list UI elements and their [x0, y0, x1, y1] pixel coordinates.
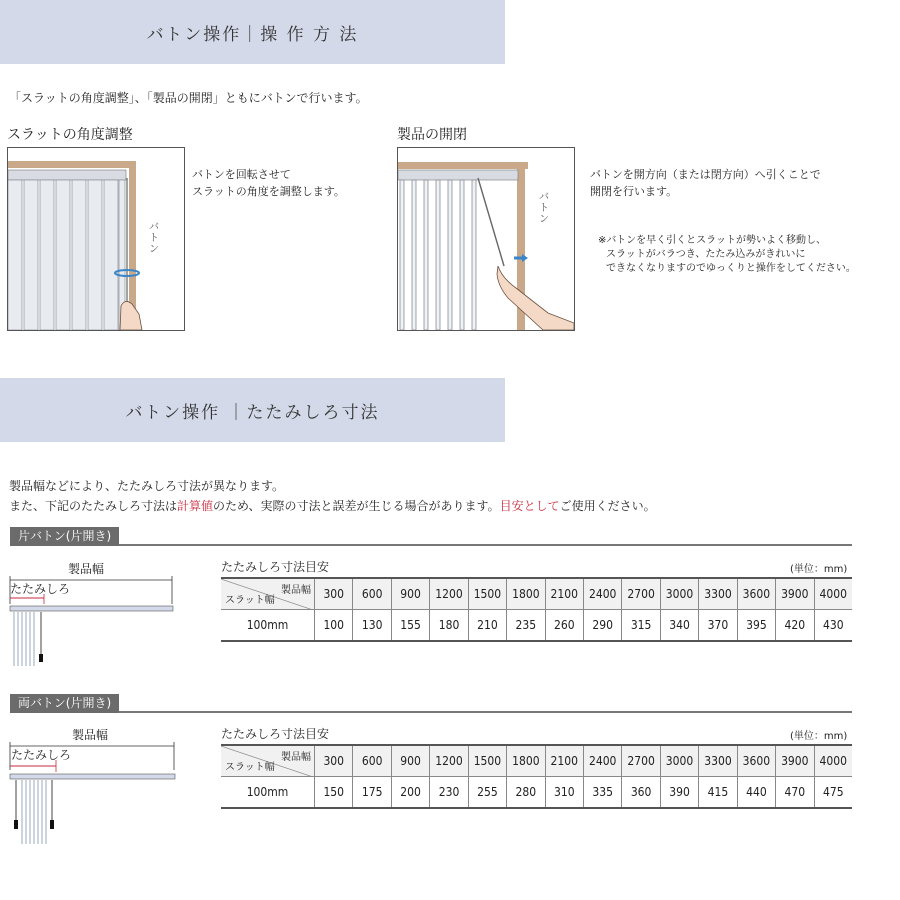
angle-desc-1: バトンを回転させて [192, 168, 291, 181]
col-header: 1800 [507, 578, 545, 610]
single-caption: たたみしろ寸法目安 [221, 560, 330, 574]
col-header: 2100 [545, 745, 583, 777]
col-header: 3600 [737, 578, 775, 610]
open-title: 製品の開閉 [397, 127, 467, 143]
table-cell: 310 [545, 777, 583, 809]
double-unit: (単位：mm) [790, 731, 848, 742]
table-cell: 440 [737, 777, 775, 809]
stack-note-1: 製品幅などにより、たたみしろ寸法が異なります。 [9, 479, 285, 493]
col-header: 1200 [430, 578, 468, 610]
col-header: 600 [353, 578, 391, 610]
double-baton-header: 両バトン(片開き) [10, 692, 852, 713]
col-header: 300 [315, 578, 353, 610]
open-note-1: ※バトンを早く引くとスラットが勢いよく移動し、 [598, 235, 826, 246]
double-caption: たたみしろ寸法目安 [221, 727, 330, 741]
table-cell: 390 [660, 777, 698, 809]
table-cell: 430 [814, 610, 852, 642]
table-cell: 175 [353, 777, 391, 809]
table-cell: 315 [622, 610, 660, 642]
col-header: 600 [353, 745, 391, 777]
section-banner-stack [0, 378, 505, 442]
section-banner-operation [0, 0, 505, 64]
col-header: 3600 [737, 745, 775, 777]
col-header: 1500 [468, 745, 506, 777]
single-unit: (単位：mm) [790, 564, 848, 575]
col-header: 2400 [583, 578, 621, 610]
col-header: 1500 [468, 578, 506, 610]
single-table [221, 577, 852, 642]
corner-cell: 製品幅 スラット幅 [221, 745, 315, 777]
table-cell: 200 [391, 777, 429, 809]
col-header: 900 [391, 745, 429, 777]
angle-title: スラットの角度調整 [7, 127, 133, 143]
col-header: 2400 [583, 745, 621, 777]
double-table [221, 744, 852, 809]
table-cell: 180 [430, 610, 468, 642]
col-header: 2700 [622, 578, 660, 610]
open-illustration [397, 147, 575, 331]
row-label: 100mm [221, 777, 315, 809]
table-cell: 370 [699, 610, 737, 642]
col-header: 3900 [776, 578, 814, 610]
baton-label-open: バトン [539, 192, 549, 225]
angle-illustration [7, 147, 185, 331]
angle-desc-2: スラットの角度を調整します。 [192, 185, 345, 198]
stack-note-2: また、下記のたたみしろ寸法は計算値のため、実際の寸法と誤差が生じる場合があります。目安としてご使用ください。 [9, 499, 656, 513]
table-cell: 470 [776, 777, 814, 809]
label-stack: たたみしろ [10, 582, 71, 596]
banner-title: バトン操作｜操 作 方 法 [146, 24, 359, 45]
table-cell: 415 [699, 777, 737, 809]
single-baton-header: 片バトン(片開き) [10, 525, 852, 546]
table-cell: 280 [507, 777, 545, 809]
col-header: 2100 [545, 578, 583, 610]
col-header: 900 [391, 578, 429, 610]
table-cell: 235 [507, 610, 545, 642]
col-header: 3900 [776, 745, 814, 777]
col-header: 300 [315, 745, 353, 777]
label-stack-double: たたみしろ [11, 748, 72, 762]
open-desc-1: バトンを開方向（または閉方向）へ引くことで [590, 168, 821, 181]
corner-cell: 製品幅 スラット幅 [221, 578, 315, 610]
label-width-double: 製品幅 [72, 728, 109, 742]
open-desc-2: 開閉を行います。 [590, 185, 678, 198]
label-width: 製品幅 [68, 562, 105, 576]
table-cell: 395 [737, 610, 775, 642]
table-cell: 340 [660, 610, 698, 642]
col-header: 3300 [699, 745, 737, 777]
table-cell: 210 [468, 610, 506, 642]
col-header: 3000 [660, 745, 698, 777]
col-header: 4000 [814, 578, 852, 610]
table-cell: 155 [391, 610, 429, 642]
double-diagram [8, 726, 178, 846]
open-note-2: スラットがバラつき、たたみ込みがきれいに [606, 249, 806, 260]
col-header: 1800 [507, 745, 545, 777]
baton-label: バトン [149, 222, 159, 255]
col-header: 3000 [660, 578, 698, 610]
single-diagram [8, 560, 178, 670]
col-header: 4000 [814, 745, 852, 777]
table-cell: 260 [545, 610, 583, 642]
table-cell: 290 [583, 610, 621, 642]
col-header: 1200 [430, 745, 468, 777]
table-cell: 100 [315, 610, 353, 642]
intro-text: 「スラットの角度調整」、「製品の開閉」ともにバトンで行います。 [9, 91, 368, 105]
banner-title-stack: バトン操作 ｜たたみしろ寸法 [125, 402, 380, 423]
table-cell: 255 [468, 777, 506, 809]
table-cell: 130 [353, 610, 391, 642]
table-cell: 420 [776, 610, 814, 642]
col-header: 3300 [699, 578, 737, 610]
row-label: 100mm [221, 610, 315, 642]
table-cell: 230 [430, 777, 468, 809]
open-note-3: できなくなりますのでゆっくりと操作をしてください。 [606, 263, 856, 274]
table-cell: 475 [814, 777, 852, 809]
table-cell: 360 [622, 777, 660, 809]
col-header: 2700 [622, 745, 660, 777]
table-cell: 150 [315, 777, 353, 809]
table-cell: 335 [583, 777, 621, 809]
